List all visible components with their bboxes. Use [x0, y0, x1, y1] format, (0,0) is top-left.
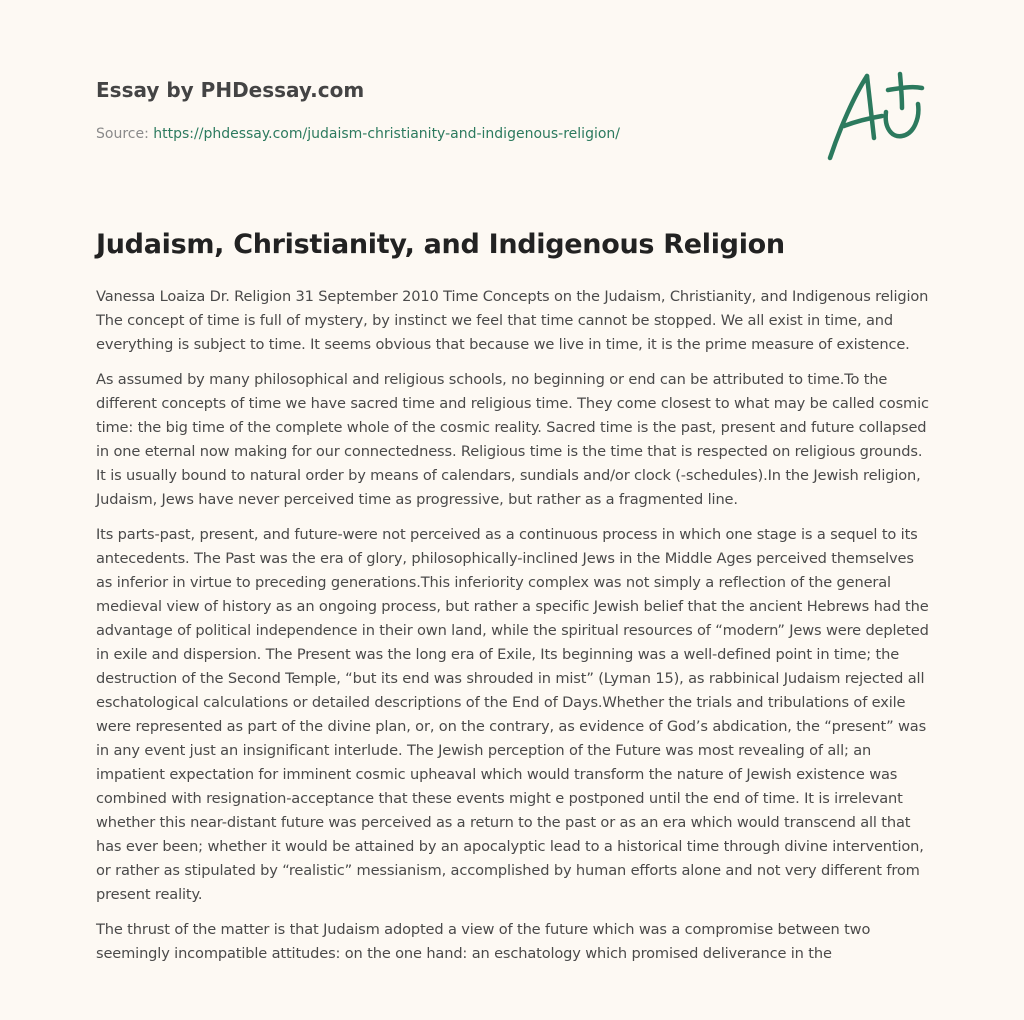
source-link[interactable]: https://phdessay.com/judaism-christianity-and-indigenous-religion/: [153, 126, 621, 142]
a-plus-grade-icon: [822, 66, 932, 166]
essay-paragraph: As assumed by many philosophical and religious schools, no beginning or end can be attributed to time.To the different concepts of time we have sacred time and religious time. They come closest to what may be called cosmic time: the big time of the complete whole of the cosmic reality. Sacred time is the past, present and future collapsed in one eternal now making for our connectedness. Religious time is the time that is respected on religious grounds. It is usually bound to natural order by means of calendars, sundials and/or clock (-schedules).In the Jewish religion, Judaism, Jews have never perceived time as progressive, but rather as a fragmented line.: [96, 371, 929, 508]
essay-title: Judaism, Christianity, and Indigenous Religion: [96, 229, 785, 260]
essay-paragraph: Its parts-past, present, and future-were not perceived as a continuous process in which one stage is a sequel to its antecedents. The Past was the era of glory, philosophically-inclined Jews in the Middle Ages perceived themselves as inferior in virtue to preceding generations.This inferiority complex was not simply a reflection of the general medieval view of history as an ongoing process, but rather a specific Jewish belief that the ancient Hebrews had the advantage of political independence in their own land, while the spiritual resources of “modern” Jews were depleted in exile and dispersion. The Present was the long era of Exile, Its beginning was a well-defined point in time; the destruction of the Second Temple, “but its end was shrouded in mist” (Lyman 15), as rabbinical Judaism rejected all eschatological calculations or detailed descriptions of the End of Days.Whether the trials and tribulations of exile were represented as part of the divine plan, or, on the contrary, as evidence of God’s abdication, the “present” was in any event just an insignificant interlude. The Jewish perception of the Future was most revealing of all; an impatient expectation for imminent cosmic upheaval which would transform the nature of Jewish existence was combined with resignation-acceptance that these events might e postponed until the end of time. It is irrelevant whether this near-distant future was perceived as a return to the past or as an era which would transcend all that has ever been; whether it would be attained by an apocalyptic lead to a historical time through divine intervention, or rather as stipulated by “realistic” messianism, accomplished by human efforts alone and not very different from present reality.: [96, 526, 929, 903]
essay-paragraph: The thrust of the matter is that Judaism adopted a view of the future which was a compromise between two seemingly incompatible attitudes: on the one hand: an eschatology which promised deliverance in the: [96, 921, 871, 962]
source-line: [96, 124, 620, 144]
essay-header: [96, 76, 620, 144]
essay-body: [96, 285, 932, 977]
brand-title: Essay by PHDessay.com: [96, 78, 365, 102]
essay-paragraph: Vanessa Loaiza Dr. Religion 31 September 2010 Time Concepts on the Judaism, Christianity, and Indigenous religion The concept of time is full of mystery, by instinct we feel that time cannot be stopped. We all exist in time, and everything is subject to time. It seems obvious that because we live in time, it is the prime measure of existence.: [96, 288, 929, 353]
source-label: Source:: [96, 126, 154, 142]
